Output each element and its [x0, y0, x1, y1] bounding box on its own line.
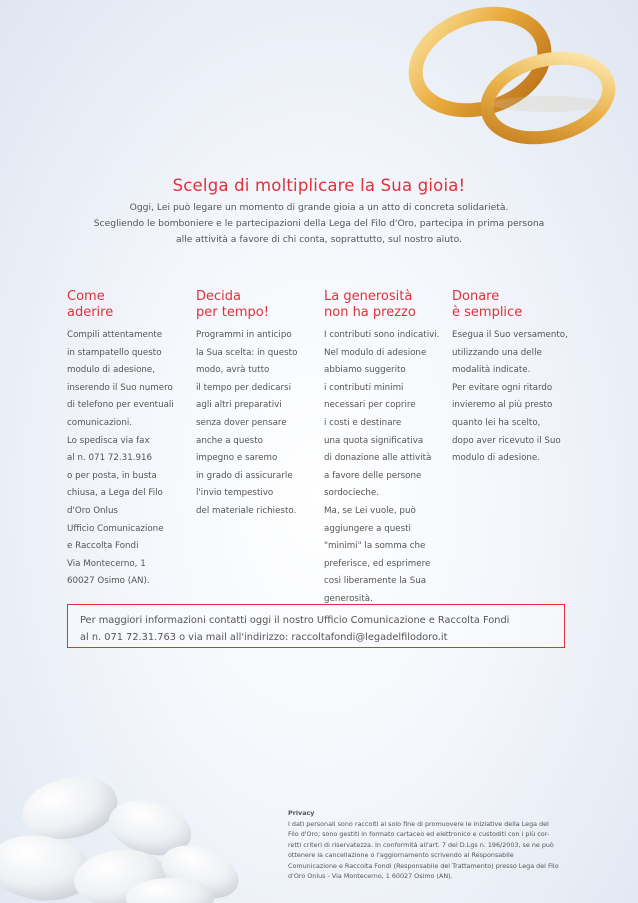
column-donare-semplice: [452, 289, 574, 468]
body-line: modulo di adesione,: [67, 365, 156, 376]
body-line: 60027 Osimo (AN).: [67, 576, 150, 587]
body-line: in stampatello questo: [67, 347, 162, 358]
column-title-line: non ha prezzo: [324, 305, 416, 320]
body-line: senza dover pensare: [196, 417, 287, 428]
privacy-notice: [288, 808, 570, 882]
body-line: a favore delle persone: [324, 470, 422, 481]
body-line: modo, avrà tutto: [196, 365, 270, 376]
column-title: [196, 289, 318, 321]
body-line: invieremo al più presto: [452, 400, 553, 411]
body-line: i costi e destinare: [324, 417, 402, 428]
body-line: in grado di assicurarle: [196, 470, 293, 481]
body-line: Ma, se Lei vuole, può: [324, 505, 416, 516]
contact-line-email[interactable]: al n. 071 72.31.763 o via mail all'indirizzo: raccoltafondi@legadelfilodoro.it: [80, 632, 448, 643]
body-line: Via Montecerno, 1: [67, 558, 146, 569]
body-line: una quota significativa: [324, 435, 424, 446]
intro-text: [60, 200, 578, 248]
column-title-line: Decida: [196, 289, 241, 304]
body-line: "minimi" la somma che: [324, 541, 426, 552]
column-title-line: è semplice: [452, 305, 523, 320]
body-line: chiusa, a Lega del Filo: [67, 488, 163, 499]
sugared-almonds-image: [0, 760, 290, 903]
privacy-line: Filo d'Oro; sono gestiti in formato cartaceo ed elettronico e custoditi con i più cor-: [288, 830, 550, 838]
body-line: al n. 071 72.31.916: [67, 453, 153, 464]
contact-box: [67, 604, 565, 648]
body-line: il tempo per dedicarsi: [196, 382, 291, 393]
column-title: [452, 289, 574, 321]
body-line: così liberamente la Sua: [324, 576, 427, 587]
privacy-line: I dati personali sono raccolti al solo fine di promuovere le iniziative della Lega del: [288, 819, 549, 828]
body-line: Compili attentamente: [67, 330, 163, 340]
body-line: aggiungere a questi: [324, 523, 411, 534]
body-line: utilizzando una delle: [452, 347, 542, 358]
contact-line: Per maggiori informazioni contatti oggi il nostro Ufficio Comunicazione e Raccolta Fondi: [80, 615, 510, 626]
body-line: Esegua il Suo versamento,: [452, 330, 568, 340]
column-generosita: [324, 289, 446, 609]
body-line: i contributi minimi: [324, 382, 404, 393]
body-line: d'Oro Onlus: [67, 505, 118, 516]
body-line: di telefono per eventuali: [67, 400, 174, 411]
privacy-line: retti criteri di riservatezza. In conformità all'art. 7 del D.Lgs n. 196/2003, se ne può: [288, 840, 554, 849]
body-line: di donazione alle attività: [324, 453, 432, 464]
body-line: generosità.: [324, 593, 373, 604]
column-body: [452, 327, 574, 468]
body-line: sordocieche.: [324, 488, 380, 499]
body-line: inserendo il Suo numero: [67, 382, 173, 393]
intro-line: Oggi, Lei può legare un momento di grande gioia a un atto di concreta solidarietà.: [129, 202, 509, 213]
column-title-line: aderire: [67, 305, 114, 320]
body-line: anche a questo: [196, 435, 263, 446]
body-line: preferisce, ed esprimere: [324, 558, 431, 569]
body-line: la Sua scelta: in questo: [196, 347, 298, 358]
column-body: [196, 327, 318, 521]
column-decida-per-tempo: [196, 289, 318, 521]
column-title: [67, 289, 189, 321]
body-line: necessari per coprire: [324, 400, 416, 411]
body-line: Per evitare ogni ritardo: [452, 382, 553, 393]
body-line: comunicazioni.: [67, 417, 133, 428]
privacy-line: ottenere la cancellazione o l'aggiornamento scrivendo al Responsabile: [288, 851, 514, 859]
body-line: impegno e saremo: [196, 453, 278, 464]
column-title-line: Donare: [452, 289, 500, 304]
body-line: modulo di adesione.: [452, 453, 541, 464]
body-line: Nel modulo di adesione: [324, 347, 427, 358]
body-line: l'invio tempestivo: [196, 488, 274, 499]
body-line: agli altri preparativi: [196, 400, 282, 411]
column-title-line: La generosità: [324, 289, 413, 304]
column-come-aderire: [67, 289, 189, 591]
privacy-line: Comunicazione e Raccolta Fondi (Responsabile del Trattamento) presso Lega del Filo: [288, 861, 559, 870]
body-line: abbiamo suggerito: [324, 365, 406, 376]
body-line: o per posta, in busta: [67, 470, 157, 481]
body-line: modalità indicate.: [452, 365, 531, 376]
body-line: quanto lei ha scelto,: [452, 417, 541, 428]
body-line: Lo spedisca via fax: [67, 435, 150, 446]
intro-line: Scegliendo le bomboniere e le partecipazioni della Lega del Filo d'Oro, partecipa in prima persona: [93, 218, 545, 229]
wedding-rings-image: [0, 0, 638, 160]
column-body: [324, 327, 446, 609]
column-title-line: per tempo!: [196, 305, 269, 320]
headline: Scelga di moltiplicare la Sua gioia!: [172, 176, 466, 195]
body-line: Ufficio Comunicazione: [67, 523, 164, 534]
body-line: Programmi in anticipo: [196, 330, 292, 340]
body-line: e Raccolta Fondi: [67, 541, 139, 552]
privacy-line: d'Oro Onlus - Via Montecerno, 1 60027 Osimo (AN).: [288, 872, 453, 880]
column-body: [67, 327, 189, 591]
intro-line: alle attività a favore di chi conta, soprattutto, sul nostro aiuto.: [175, 234, 463, 245]
column-title: [324, 289, 446, 321]
column-title-line: Come: [67, 289, 105, 304]
body-line: I contributi sono indicativi.: [324, 330, 440, 340]
privacy-title: Privacy: [288, 809, 315, 817]
body-line: del materiale richiesto.: [196, 505, 297, 516]
body-line: dopo aver ricevuto il Suo: [452, 435, 561, 446]
